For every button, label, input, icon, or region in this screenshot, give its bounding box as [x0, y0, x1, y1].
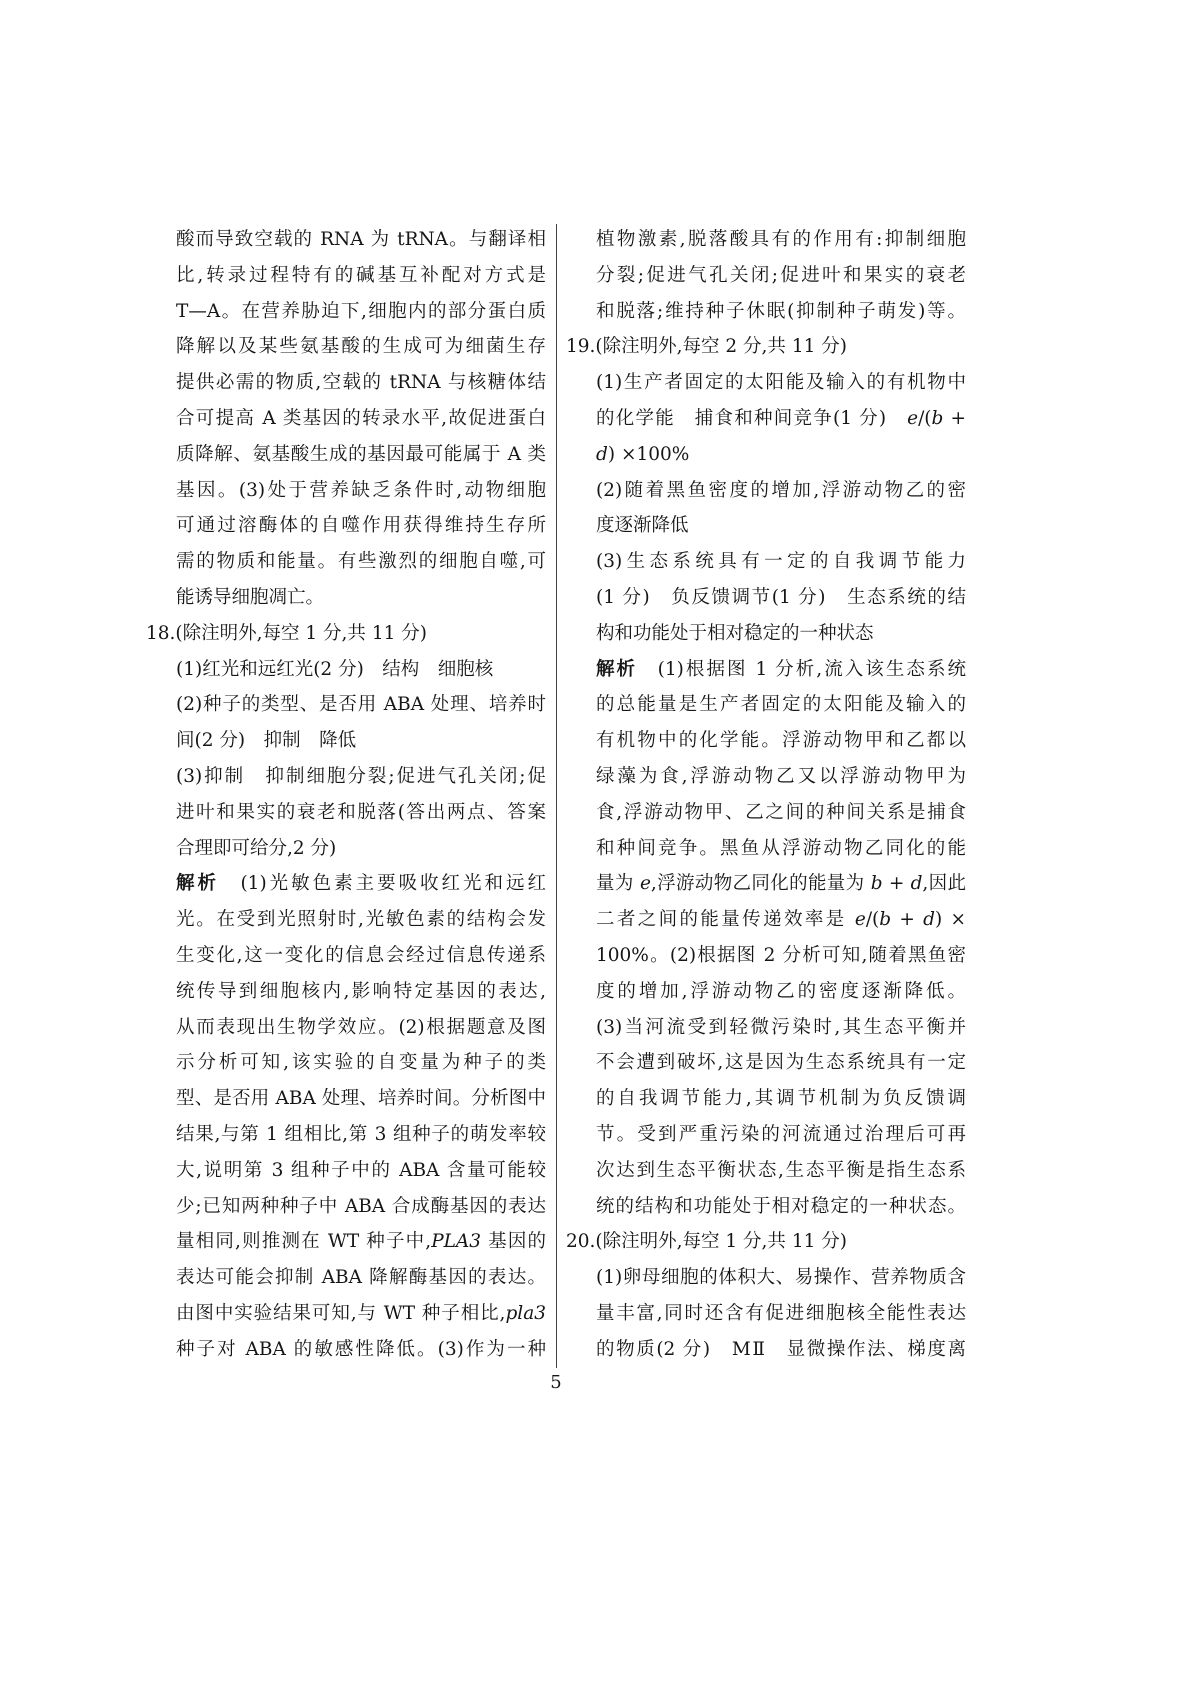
variable-b: b	[879, 909, 892, 931]
left-line-7: 质降解、氨基酸生成的基因最可能属于 A 类	[176, 443, 546, 465]
left-line-25: 型、是否用 ABA 处理、培养时间。分析图中	[176, 1088, 546, 1110]
variable-e: e	[639, 873, 651, 895]
variable-e: e	[854, 909, 866, 931]
variable-d: d	[596, 443, 608, 465]
text-segment: 量相同,则推测在 WT 种子中,	[176, 1231, 432, 1253]
q18-answer-2: (2)种子的类型、是否用 ABA 处理、培养时	[176, 694, 546, 716]
right-line-19	[596, 866, 966, 902]
q19-answer-3-end: 构和功能处于相对稳定的一种状态	[596, 622, 874, 644]
q18-answer-3: (3)抑制 抑制细胞分裂;促进气孔关闭;促	[176, 765, 546, 787]
column-divider	[556, 224, 557, 1368]
page-number: 5	[550, 1372, 562, 1393]
right-column	[566, 222, 966, 1368]
q19-answer-2: (2)随着黑鱼密度的增加,浮游动物乙的密	[596, 479, 966, 501]
left-line-10: 需的物质和能量。有些激烈的细胞自噬,可	[176, 551, 546, 573]
question-18-header: 18.(除注明外,每空 1 分,共 11 分)	[146, 622, 427, 644]
q19-answer-3-cont: (1 分) 负反馈调节(1 分) 生态系统的结	[596, 586, 966, 608]
q20-answer-1-cont: 量丰富,同时还含有促进细胞核全能性表达	[596, 1302, 966, 1324]
left-line-26: 结果,与第 1 组相比,第 3 组种子的萌发率较	[176, 1123, 546, 1145]
q20-answer-1: (1)卵母细胞的体积大、易操作、营养物质含	[596, 1267, 966, 1289]
gene-name-italic: PLA3	[431, 1231, 482, 1253]
text-segment: 二者之间的能量传递效率是	[596, 909, 855, 931]
left-line-31	[176, 1296, 546, 1332]
right-line-18: 和种间竞争。黑鱼从浮游动物乙同化的能	[596, 837, 966, 859]
analysis-text: (1)光敏色素主要吸收红光和远红	[218, 873, 546, 895]
left-column	[146, 222, 546, 1368]
q19-answer-1: (1)生产者固定的太阳能及输入的有机物中	[596, 372, 966, 394]
left-line-2: 比,转录过程特有的碱基互补配对方式是	[176, 264, 546, 286]
right-line-22: 度的增加,浮游动物乙的密度逐渐降低。	[596, 980, 966, 1002]
q19-answer-1-cont	[596, 401, 966, 437]
left-line-23: 从而表现出生物学效应。(2)根据题意及图	[176, 1016, 546, 1038]
analysis-text: (1)根据图 1 分析,流入该生态系统	[637, 658, 966, 680]
right-line-24: 不会遭到破坏,这是因为生态系统具有一定	[596, 1052, 966, 1074]
text-segment: 由图中实验结果可知,与 WT 种子相比,	[176, 1302, 506, 1324]
text-segment: 基因的	[481, 1231, 546, 1253]
left-line-8: 基因。(3)处于营养缺乏条件时,动物细胞	[176, 479, 546, 501]
q18-answer-2-cont: 间(2 分) 抑制 降低	[176, 730, 357, 752]
right-line-14: 的总能量是生产者固定的太阳能及输入的	[596, 694, 966, 716]
right-line-23: (3)当河流受到轻微污染时,其生态平衡并	[596, 1016, 966, 1038]
question-19-header: 19.(除注明外,每空 2 分,共 11 分)	[566, 336, 847, 358]
text-segment: ) ×100%	[607, 443, 690, 465]
right-line-16: 绿藻为食,浮游动物乙又以浮游动物甲为	[596, 765, 966, 787]
left-line-21: 生变化,这一变化的信息会经过信息传递系	[176, 944, 546, 966]
q18-answer-3-cont: 进叶和果实的衰老和脱落(答出两点、答案	[176, 801, 546, 823]
variable-b: b	[870, 873, 883, 895]
left-line-11: 能诱导细胞凋亡。	[176, 586, 325, 608]
variable-d: d	[910, 873, 923, 895]
text-segment: /(	[918, 407, 932, 429]
q18-analysis-line-1	[176, 866, 546, 902]
left-line-1: 酸而导致空载的 RNA 为 tRNA。与翻译相	[176, 229, 546, 250]
text-segment: +	[943, 407, 966, 429]
right-line-20	[596, 902, 966, 938]
left-line-24: 示分析可知,该实验的自变量为种子的类	[176, 1052, 546, 1074]
variable-e: e	[907, 407, 919, 429]
q18-answer-1: (1)红光和远红光(2 分) 结构 细胞核	[176, 658, 494, 680]
q19-answer-3: (3)生态系统具有一定的自我调节能力	[596, 551, 966, 573]
q19-analysis-line-1	[596, 652, 966, 688]
right-line-28: 统的结构和功能处于相对稳定的一种状态。	[596, 1195, 966, 1217]
right-line-27: 次达到生态平衡状态,生态平衡是指生态系	[596, 1159, 966, 1181]
left-line-20: 光。在受到光照射时,光敏色素的结构会发	[176, 909, 546, 931]
q20-answer-1-end: 的物质(2 分) MⅡ 显微操作法、梯度离	[596, 1338, 966, 1360]
analysis-label: 解析	[176, 873, 219, 895]
right-line-2: 分裂;促进气孔关闭;促进叶和果实的衰老	[596, 264, 966, 286]
left-line-22: 统传导到细胞核内,影响特定基因的表达,	[176, 980, 546, 1002]
left-line-3: T—A。在营养胁迫下,细胞内的部分蛋白质	[176, 300, 546, 322]
text-segment: ,浮游动物乙同化的能量为	[650, 873, 871, 895]
text-segment: /(	[865, 909, 880, 931]
q19-answer-1-end	[596, 437, 966, 473]
q19-answer-2-end: 度逐渐降低	[596, 515, 689, 537]
right-line-15: 有机物中的化学能。浮游动物甲和乙都以	[596, 730, 966, 752]
question-20-header: 20.(除注明外,每空 1 分,共 11 分)	[566, 1231, 847, 1253]
right-line-3: 和脱落;维持种子休眠(抑制种子萌发)等。	[596, 300, 966, 322]
right-line-17: 食,浮游动物甲、乙之间的种间关系是捕食	[596, 801, 966, 823]
left-line-32: 种子对 ABA 的敏感性降低。(3)作为一种	[176, 1338, 546, 1360]
right-line-1: 植物激素,脱落酸具有的作用有:抑制细胞	[596, 229, 966, 250]
text-segment: 的化学能 捕食和种间竞争(1 分)	[596, 407, 908, 429]
gene-name-italic: pla3	[505, 1302, 546, 1324]
left-line-30: 表达可能会抑制 ABA 降解酶基因的表达。	[176, 1267, 546, 1289]
q18-answer-3-end: 合理即可给分,2 分)	[176, 837, 337, 859]
right-line-21: 100%。(2)根据图 2 分析可知,随着黑鱼密	[596, 944, 966, 966]
left-line-9: 可通过溶酶体的自噬作用获得维持生存所	[176, 515, 546, 537]
text-segment: 量为	[596, 873, 640, 895]
analysis-label: 解析	[596, 658, 638, 680]
text-segment: ) ×	[935, 909, 966, 931]
right-line-25: 的自我调节能力,其调节机制为负反馈调	[596, 1088, 966, 1110]
variable-d: d	[923, 909, 935, 931]
text-segment: +	[882, 873, 911, 895]
text-segment: +	[891, 909, 924, 931]
variable-b: b	[931, 407, 944, 429]
right-line-26: 节。受到严重污染的河流通过治理后可再	[596, 1123, 966, 1145]
text-segment: ,因此	[922, 873, 966, 895]
left-line-29	[176, 1224, 546, 1260]
left-line-6: 合可提高 A 类基因的转录水平,故促进蛋白	[176, 407, 546, 429]
left-line-28: 少;已知两种种子中 ABA 合成酶基因的表达	[176, 1195, 546, 1217]
left-line-27: 大,说明第 3 组种子中的 ABA 含量可能较	[176, 1159, 546, 1181]
left-line-5: 提供必需的物质,空载的 tRNA 与核糖体结	[176, 372, 546, 394]
left-line-4: 降解以及某些氨基酸的生成可为细菌生存	[176, 336, 546, 358]
